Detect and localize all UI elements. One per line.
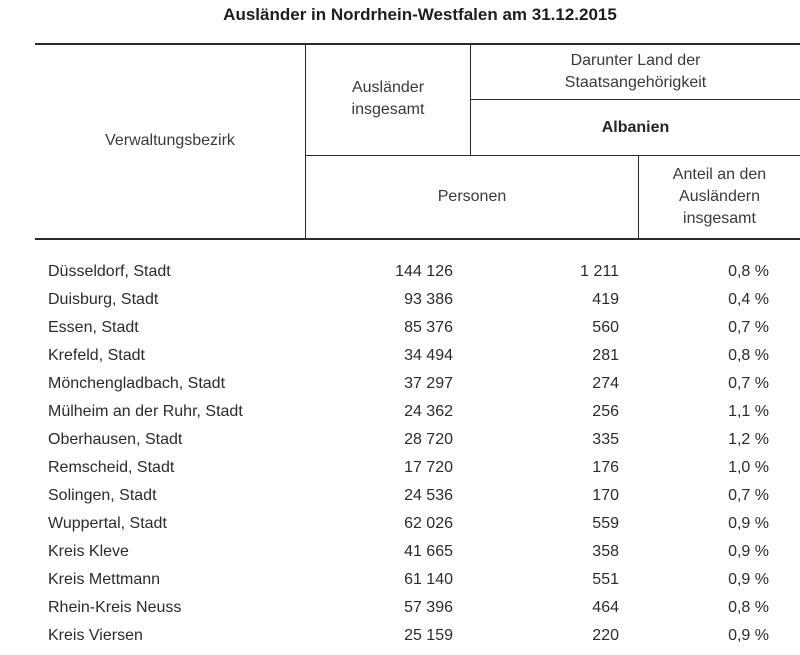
albania-share: 0,8 % bbox=[728, 599, 769, 616]
foreigners-total: 24 536 bbox=[404, 487, 453, 504]
albania-share: 0,9 % bbox=[728, 571, 769, 588]
header-nationality-line1: Darunter Land der bbox=[570, 52, 701, 69]
albania-share: 0,7 % bbox=[728, 319, 769, 336]
header-total-line1: Ausländer bbox=[351, 79, 425, 96]
foreigners-total: 17 720 bbox=[404, 459, 453, 476]
albania-count: 560 bbox=[592, 319, 619, 336]
table-row bbox=[0, 454, 769, 482]
albania-count: 274 bbox=[592, 375, 619, 392]
district-name: Kreis Viersen bbox=[48, 627, 143, 644]
header-top-rule bbox=[35, 43, 800, 45]
foreigners-total: 25 159 bbox=[404, 627, 453, 644]
district-name: Mülheim an der Ruhr, Stadt bbox=[48, 403, 243, 420]
district-name: Solingen, Stadt bbox=[48, 487, 157, 504]
albania-share: 0,8 % bbox=[728, 263, 769, 280]
table-row bbox=[0, 314, 769, 342]
district-name: Kreis Mettmann bbox=[48, 571, 161, 588]
district-table bbox=[0, 258, 769, 650]
district-name: Essen, Stadt bbox=[48, 319, 139, 336]
table-row bbox=[0, 398, 769, 426]
albania-share: 1,2 % bbox=[728, 431, 769, 448]
albania-count: 559 bbox=[592, 515, 619, 532]
albania-share: 1,1 % bbox=[728, 403, 769, 420]
header-total bbox=[306, 77, 470, 121]
foreigners-total: 34 494 bbox=[404, 347, 453, 364]
header-share-line1: Anteil an den bbox=[672, 166, 767, 183]
header-bottom-rule bbox=[35, 238, 800, 240]
foreigners-total: 93 386 bbox=[404, 291, 453, 308]
header-rule-nationality bbox=[470, 99, 800, 100]
district-name: Düsseldorf, Stadt bbox=[48, 263, 171, 280]
albania-count: 170 bbox=[592, 487, 619, 504]
foreigners-total: 24 362 bbox=[404, 403, 453, 420]
foreigners-total: 57 396 bbox=[404, 599, 453, 616]
albania-share: 0,9 % bbox=[728, 515, 769, 532]
district-name: Duisburg, Stadt bbox=[48, 291, 159, 308]
table-row bbox=[0, 482, 769, 510]
header-divider-district bbox=[305, 44, 306, 239]
albania-share: 0,4 % bbox=[728, 291, 769, 308]
table-row bbox=[0, 370, 769, 398]
table-row bbox=[0, 286, 769, 314]
albania-count: 1 211 bbox=[580, 263, 619, 280]
albania-share: 0,9 % bbox=[728, 543, 769, 560]
albania-share: 0,9 % bbox=[728, 627, 769, 644]
albania-count: 335 bbox=[592, 431, 619, 448]
foreigners-total: 28 720 bbox=[404, 431, 453, 448]
header-share bbox=[639, 164, 800, 230]
albania-share: 0,8 % bbox=[728, 347, 769, 364]
foreigners-total: 62 026 bbox=[404, 515, 453, 532]
table-row bbox=[0, 594, 769, 622]
district-name: Wuppertal, Stadt bbox=[48, 515, 167, 532]
table-row bbox=[0, 538, 769, 566]
foreigners-total: 85 376 bbox=[404, 319, 453, 336]
header-country: Albanien bbox=[601, 119, 670, 136]
foreigners-total: 41 665 bbox=[404, 543, 453, 560]
table-row bbox=[0, 342, 769, 370]
table-row bbox=[0, 622, 769, 650]
table-row bbox=[0, 510, 769, 538]
district-name: Kreis Kleve bbox=[48, 543, 129, 560]
foreigners-total: 61 140 bbox=[404, 571, 453, 588]
albania-share: 1,0 % bbox=[728, 459, 769, 476]
header-share-line2: Ausländern bbox=[679, 188, 760, 205]
district-name: Oberhausen, Stadt bbox=[48, 431, 183, 448]
albania-count: 419 bbox=[592, 291, 619, 308]
header-nationality bbox=[471, 50, 800, 94]
foreigners-total: 37 297 bbox=[404, 375, 453, 392]
table-row bbox=[0, 566, 769, 594]
header-rule-persons bbox=[305, 155, 800, 156]
albania-count: 464 bbox=[592, 599, 619, 616]
albania-count: 551 bbox=[592, 571, 619, 588]
albania-share: 0,7 % bbox=[728, 375, 769, 392]
table-row bbox=[0, 258, 769, 286]
albania-count: 220 bbox=[592, 627, 619, 644]
header-nationality-line2: Staatsangehörigkeit bbox=[564, 74, 707, 91]
albania-share: 0,7 % bbox=[728, 487, 769, 504]
albania-count: 176 bbox=[592, 459, 619, 476]
district-name: Mönchengladbach, Stadt bbox=[48, 375, 226, 392]
albania-count: 358 bbox=[592, 543, 619, 560]
district-name: Krefeld, Stadt bbox=[48, 347, 145, 364]
header-persons: Personen bbox=[437, 188, 507, 205]
page-title: Ausländer in Nordrhein-Westfalen am 31.12.2015 bbox=[223, 5, 617, 24]
district-name: Rhein-Kreis Neuss bbox=[48, 599, 182, 616]
header-share-line3: insgesamt bbox=[683, 210, 756, 227]
district-name: Remscheid, Stadt bbox=[48, 459, 175, 476]
albania-count: 256 bbox=[592, 403, 619, 420]
header-total-line2: insgesamt bbox=[351, 101, 425, 118]
table-row bbox=[0, 426, 769, 454]
foreigners-total: 144 126 bbox=[395, 263, 453, 280]
albania-count: 281 bbox=[592, 347, 619, 364]
header-district: Verwaltungsbezirk bbox=[105, 132, 235, 149]
